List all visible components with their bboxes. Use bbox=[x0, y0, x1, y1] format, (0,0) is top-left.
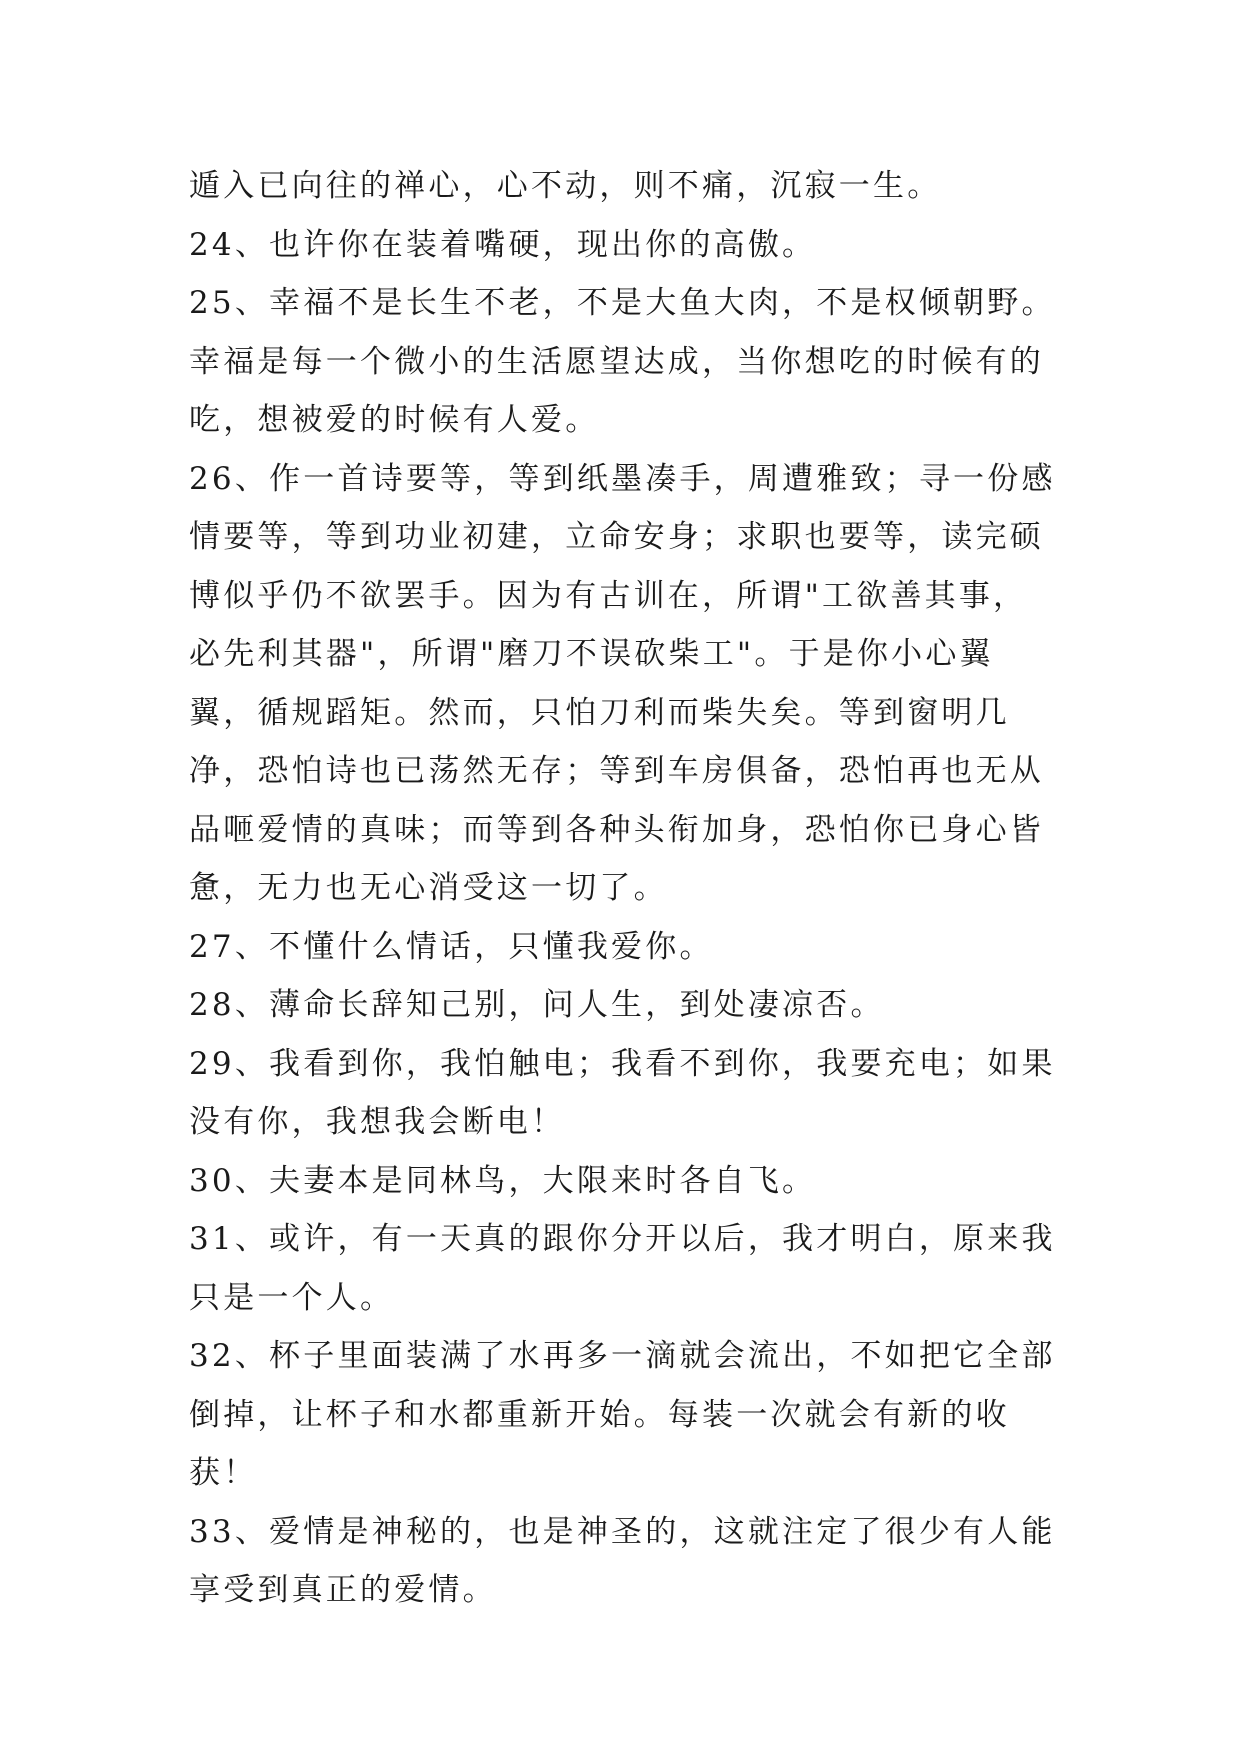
paragraph-29: 29、我看到你，我怕触电；我看不到你，我要充电；如果没有你，我想我会断电！ bbox=[189, 1045, 1056, 1140]
paragraph-continuation: 遁入已向往的禅心，心不动，则不痛，沉寂一生。 bbox=[189, 168, 942, 204]
paragraph-24: 24、也许你在装着嘴硬，现出你的高傲。 bbox=[189, 226, 817, 263]
paragraph-33: 33、爱情是神秘的，也是神圣的，这就注定了很少有人能享受到真正的爱情。 bbox=[189, 1513, 1056, 1608]
paragraph-26: 26、作一首诗要等，等到纸墨凑手，周遭雅致；寻一份感情要等，等到功业初建，立命安身；求职也要等，读完硕博似乎仍不欲罢手。因为有古训在，所谓"工欲善其事，必先利其器"，所谓"磨刀不误砍柴工"。于是你小心翼翼，循规蹈矩。然而，只怕刀利而柴失矣。等到窗明几净，恐怕诗也已荡然无存；等到车房俱备，恐怕再也无从品咂爱情的真味；而等到各种头衔加身，恐怕你已身心皆惫，无力也无心消受这一切了。 bbox=[189, 460, 1056, 906]
paragraph-30: 30、夫妻本是同林鸟，大限来时各自飞。 bbox=[189, 1162, 817, 1199]
paragraph-31: 31、或许，有一天真的跟你分开以后，我才明白，原来我只是一个人。 bbox=[189, 1221, 1056, 1316]
document-body bbox=[189, 157, 1059, 1620]
paragraph-32: 32、杯子里面装满了水再多一滴就会流出，不如把它全部倒掉，让杯子和水都重新开始。每装一次就会有新的收获！ bbox=[189, 1338, 1056, 1491]
paragraph-25: 25、幸福不是长生不老，不是大鱼大肉，不是权倾朝野。幸福是每一个微小的生活愿望达成，当你想吃的时候有的吃，想被爱的时候有人爱。 bbox=[189, 285, 1056, 438]
paragraph-27: 27、不懂什么情话，只懂我爱你。 bbox=[189, 928, 714, 965]
paragraph-28: 28、薄命长辞知己别，问人生，到处凄凉否。 bbox=[189, 987, 885, 1023]
